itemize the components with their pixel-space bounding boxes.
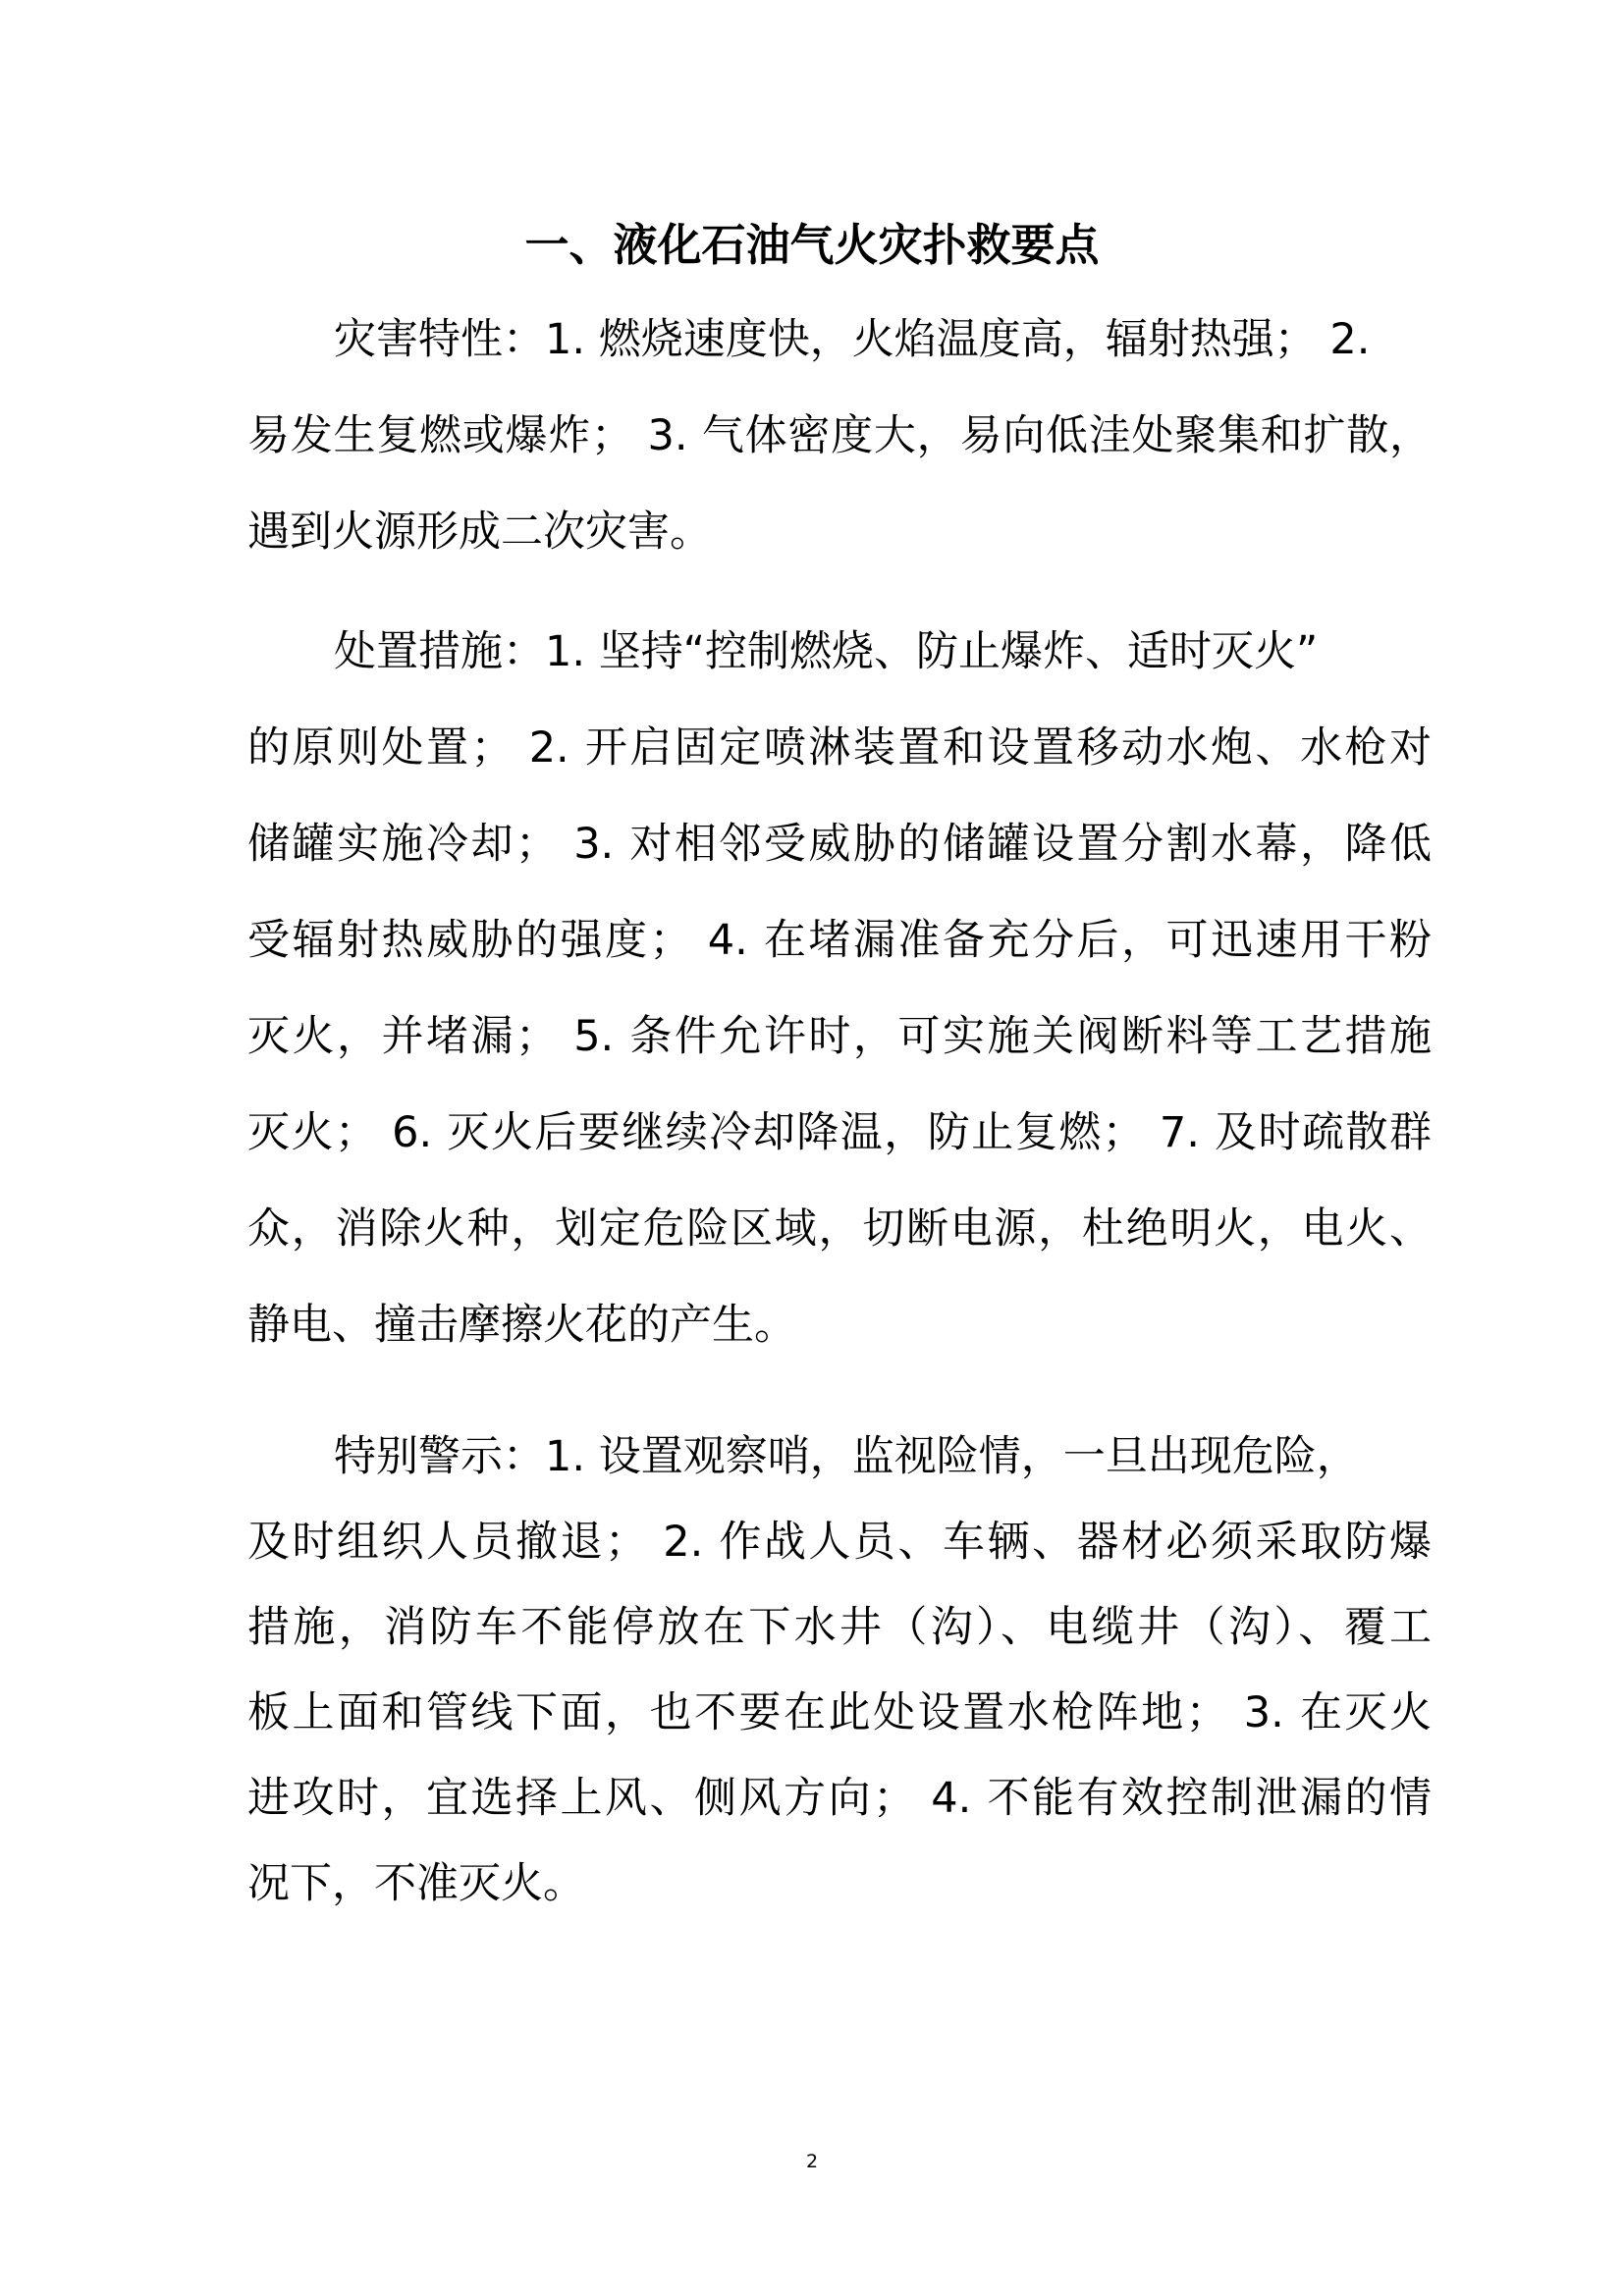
text-line: 静电、撞击摩擦火花的产生。 <box>247 1301 796 1350</box>
text-line: 况下，不准灭火。 <box>247 1859 585 1908</box>
text-line: 遇到火源形成二次灾害。 <box>247 507 712 557</box>
text-line: 板上面和管线下面，也不要在此处设置水枪阵地； 3. 在灭火 <box>247 1688 1432 1737</box>
text-line: 易发生复燃或爆炸； 3. 气体密度大，易向低洼处聚集和扩散， <box>247 411 1432 460</box>
page-number: 2 <box>805 2151 819 2172</box>
text-line: 灭火； 6. 灭火后要继续冷却降温，防止复燃； 7. 及时疏散群 <box>247 1108 1432 1157</box>
text-line: 受辐射热威胁的强度； 4. 在堵漏准备充分后，可迅速用干粉 <box>247 916 1432 965</box>
section-title: 一、液化石油气火灾扑救要点 <box>524 219 1100 271</box>
text-line: 的原则处置； 2. 开启固定喷淋装置和设置移动水炮、水枪对 <box>247 723 1432 773</box>
text-line: 特别警示：1. 设置观察哨，监视险情，一旦出现危险， <box>334 1432 1359 1481</box>
text-line: 储罐实施冷却； 3. 对相邻受威胁的储罐设置分割水幕，降低 <box>247 820 1432 869</box>
text-line: 灭火，并堵漏； 5. 条件允许时，可实施关阀断料等工艺措施 <box>247 1012 1432 1061</box>
text-line: 及时组织人员撤退； 2. 作战人员、车辆、器材必须采取防爆 <box>247 1518 1432 1567</box>
text-line: 措施，消防车不能停放在下水井（沟）、电缆井（沟）、覆工 <box>247 1603 1432 1652</box>
text-line: 众，消除火种，划定危险区域，切断电源，杜绝明火，电火、 <box>247 1204 1432 1254</box>
text-line: 处置措施：1. 坚持“控制燃烧、防止爆炸、适时灭火” <box>334 627 1319 676</box>
text-line: 灾害特性：1. 燃烧速度快，火焰温度高，辐射热强； 2. <box>334 315 1371 364</box>
text-line: 进攻时，宜选择上风、侧风方向； 4. 不能有效控制泄漏的情 <box>247 1774 1432 1823</box>
